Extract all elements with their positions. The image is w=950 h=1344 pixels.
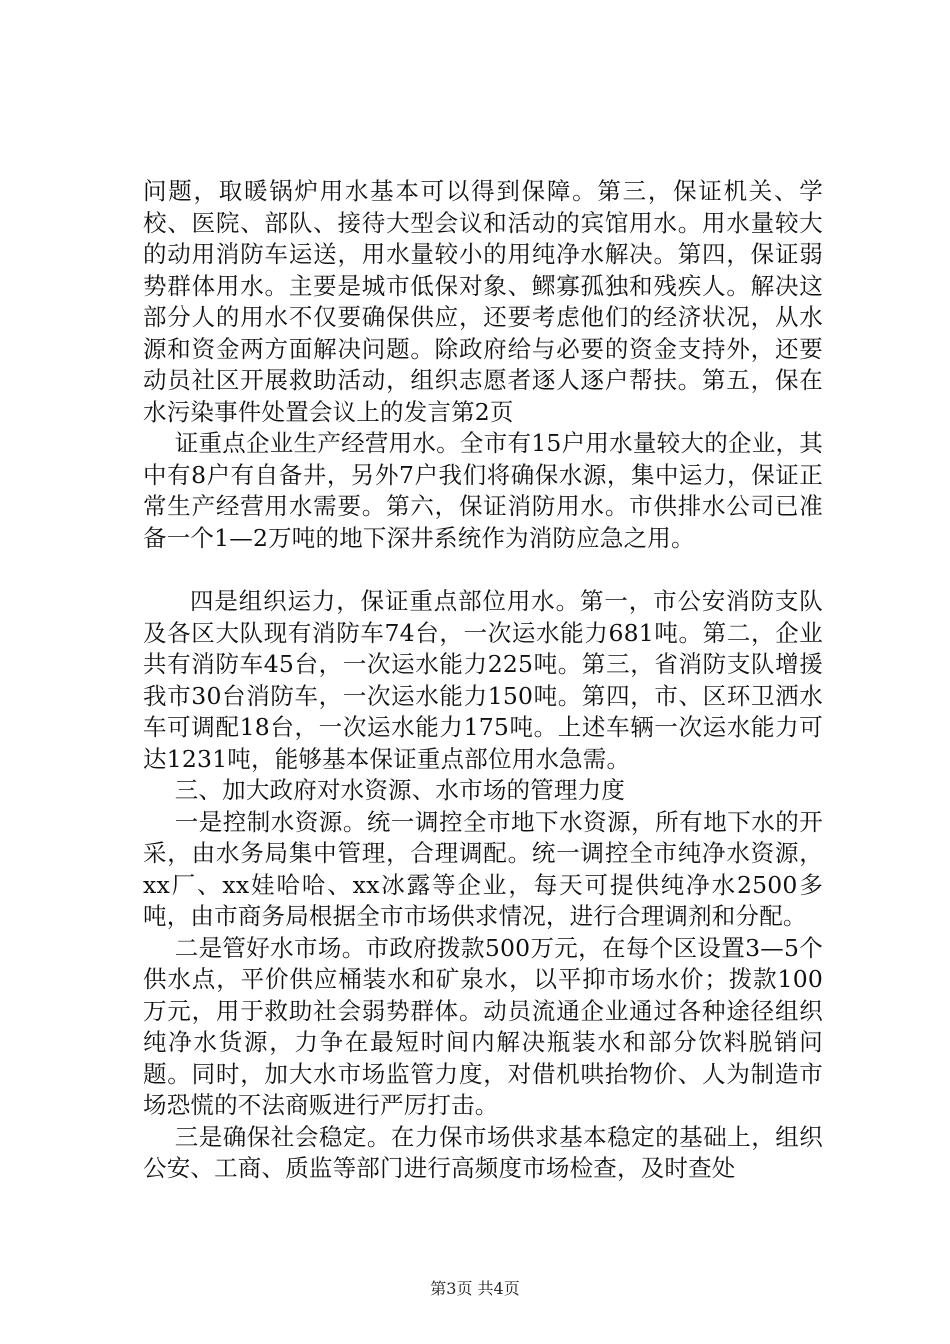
- paragraph-key-enterprises: 证重点企业生产经营用水。全市有15户用水量较大的企业，其中有8户有自备井，另外7户我们将确保水源，集中运力，保证正常生产经营用水需要。第六，保证消防用水。市供排水公司已准备一个1—2万吨的地下深井系统作为消防应急之用。: [143, 429, 823, 552]
- paragraph-continuation: 问题，取暖锅炉用水基本可以得到保障。第三，保证机关、学校、医院、部队、接待大型会议和活动的宾馆用水。用水量较大的动用消防车运送，用水量较小的用纯净水解决。第四，保证弱势群体用水。主要是城市低保对象、鳏寡孤独和残疾人。解决这部分人的用水不仅要确保供应，还要考虑他们的经济状况，从水源和资金两方面解决问题。除政府给与必要的资金支持外，还要动员社区开展救助活动，组织志愿者逐人逐户帮扶。第五，保在水污染事件处置会议上的发言第2页: [143, 177, 823, 426]
- paragraph-gap: [143, 554, 823, 586]
- document-body: [143, 176, 823, 1185]
- section-heading-three: 三、加大政府对水资源、水市场的管理力度: [174, 776, 626, 804]
- paragraph-water-resources: 一是控制水资源。统一调控全市地下水资源，所有地下水的开采，由水务局集中管理，合理调配。统一调控全市纯净水资源，xx厂、xx娃哈哈、xx冰露等企业，每天可提供纯净水2500多吨，由市商务局根据全市市场供求情况，进行合理调剂和分配。: [143, 807, 823, 930]
- paragraph-transport-capacity: 四是组织运力，保证重点部位用水。第一，市公安消防支队及各区大队现有消防车74台，一次运水能力681吨。第二，企业共有消防车45台，一次运水能力225吨。第三，省消防支队增援我市30台消防车，一次运水能力150吨。第四，市、区环卫洒水车可调配18台，一次运水能力175吨。上述车辆一次运水能力可达1231吨，能够基本保证重点部位用水急需。: [143, 587, 823, 773]
- page-footer: 第3页 共4页: [430, 1279, 520, 1298]
- paragraph-social-stability: 三是确保社会稳定。在力保市场供求基本稳定的基础上，组织公安、工商、质监等部门进行高频度市场检查，及时查处: [143, 1122, 823, 1182]
- paragraph-water-market: 二是管好水市场。市政府拨款500万元，在每个区设置3—5个供水点，平价供应桶装水和矿泉水，以平抑市场水价；拨款100万元，用于救助社会弱势群体。动员流通企业通过各种途径组织纯净水货源，力争在最短时间内解决瓶装水和部分饮料脱销问题。同时，加大水市场监管力度，对借机哄抬物价、人为制造市场恐慌的不法商贩进行严厉打击。: [143, 933, 823, 1119]
